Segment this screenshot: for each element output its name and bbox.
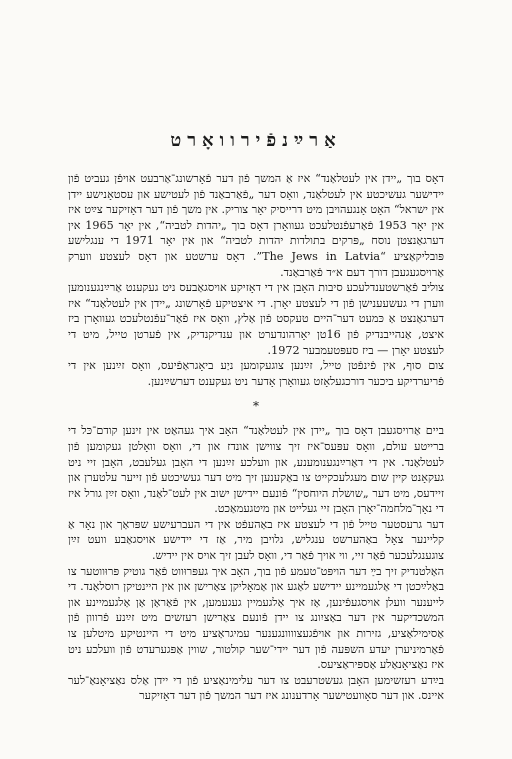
paragraph: ביים אַרויסגעבן דאָס בוך „יידן אין לעטלאַנד“ האָב איך געהאַט אין זינען קודם־כּל די ברייטע עולם, וואָס עפּעס־איז זיך צווישן אונדז און די, וואָס וואָלטן געקומען פֿון לעטלאַנד. אין די דאַרײַנגענומענע, און וועלכע זײַנען די האָבן געלעבט, האָבן זיי ניט געקאָנט קיין שום מעגלעכקייט צו באַקענען זיך מיט דער געשיכטע פֿון זייער עלטערן און זיידעס, מיט דער „שושלת היוחסין“ פֿונעם יידישן ישוב אין לעט־לאַנד, וואָס זײַן גורל איז די נאָך־מלחמה־יאָרן האָבן זיי געלייט און מיטגעמאַכט. <box>68 424 444 516</box>
section-1 <box>68 171 444 389</box>
paragraph: בײַדע רעזשימען האָבן געשטרעבט צו דער עלימינאַציע פֿון די יידן אַלס נאַציאָנאַ־לער איינס. און דער סאָוועטישער אָרדענונג איז דער המשך פֿון דער דאָזיקער <box>68 673 444 703</box>
section-separator: * <box>253 399 259 414</box>
paragraph: האַלטנדיק זיך בײַ דער הויפּט־טעמע פֿון בוך, האָב איך געפּרוּווט פֿאַר גוטיק פּרוּווטער צו באַלײַכטן די אַלגעמיינע יידישע לאַגע און אַמאָליקן צאַרישן און אין היינטיקן רוסלאַנד. די לייענער וועלן אויסגעפֿינען, אַז איך אַלגעמיין געגעמען, אין פֿאַראַן אַן אַלגעמיינע און המשכדיקער אין דער באַציִונג צו יידן פֿונעם צאַרישן רעזשים מיט זײַנע פֿרווון פֿון אַסימילאַציע, גזירות און אויפֿגעצוווונגענער עמיגראַציע מיט די היינטיקע מיטלען צו פֿאַרמיניערן יעדע השפּעה פֿון דער יידי־שער קולטור, שווין אַפּגערעדט פֿון וועלכע ניט איז נאַציאָנאַלע אַספּיראַציעס. <box>68 564 444 672</box>
paragraph: דער גרעסטער טייל פֿון די לעצטע איז באַהעפֿט אין די העברעישע שפּראַך און נאָר אַ קליינער צאָל באַהערשט ענגליש, גלויבן מיר, אַז די יידישע אויסגאַבע וועט זײַן צוגענגלעכער פֿאַר זיי, ווי אויך פֿאַר די, וואָס לעבן זיך אויס אין יידיש. <box>68 517 444 563</box>
chapter-heading: אַרײַנפֿירוואָרט <box>170 130 342 151</box>
paragraph: צוליב פֿאַרשטענדלעכע סיבות האָבן אין די דאָזיקע אויסגאַבעס ניט געקענט אַרײַנגענומען ווערן די געשעענישן פֿון די לעצטע יאָרן. די איצטיקע פֿאָרשונג „יידן אין לעטלאַנד“ איז דערגאַנצט אַ כּמעט דער־היים טעקסט פֿון אַלץ, וואָס איז פֿאַר־עפֿנטלעכט געוואָרן ביז איצט, אַנהייבנדיק פֿון 16טן יאָרהונדערט און ענדיקנדיק, אין פֿערטן טייל, מיט די לעצטע יאָרן — ביז סעפּטעמבער 1972. <box>68 281 444 357</box>
paragraph: צום סוף, אין פֿינפֿטן טייל, זײַנען צוגעקומען ניַע ביאָגראַפֿיעס, וואָס זײַנען אין די פֿריערדיקע ביכער דורכגעלאָזט געוואָרן אָדער ניט געקענט דערשײַנען. <box>68 359 444 388</box>
section-2 <box>68 423 444 704</box>
paragraph: דאָס בוך „יידן אין לעטלאַנד“ איז אַ המשך פֿון דער פֿאָרשונג־אַרבעט אויפֿן געביט פֿון יידישער געשיכטע אין לעטלאַנד, וואָס דער „פֿאַרבאַנד פֿון לעטישע און עסטאָנישע יידן אין ישראל“ האָט אָנגעהויבן מיט דרייסיק יאָר צוריק. אין משך פֿון דער דאָזיקער צײַט איז אין יאָר 1953 פֿאַרעפֿנטלעכט געוואָרן דאָס בוך „יהדות לטביה“, אין יאָר 1965 אין דערגאַנצטן נוסח „פּרקים בתולדות יהדות לטביה“ און אין יאָר 1971 די ענגלישע פּובליקאַציע “The Jews in Latvia”. דאָס ערשטע און דאָס לעצטע ווערק אַרויסגעגעבן דורך דעם א״ד פֿאַרבאַנד. <box>68 172 444 279</box>
